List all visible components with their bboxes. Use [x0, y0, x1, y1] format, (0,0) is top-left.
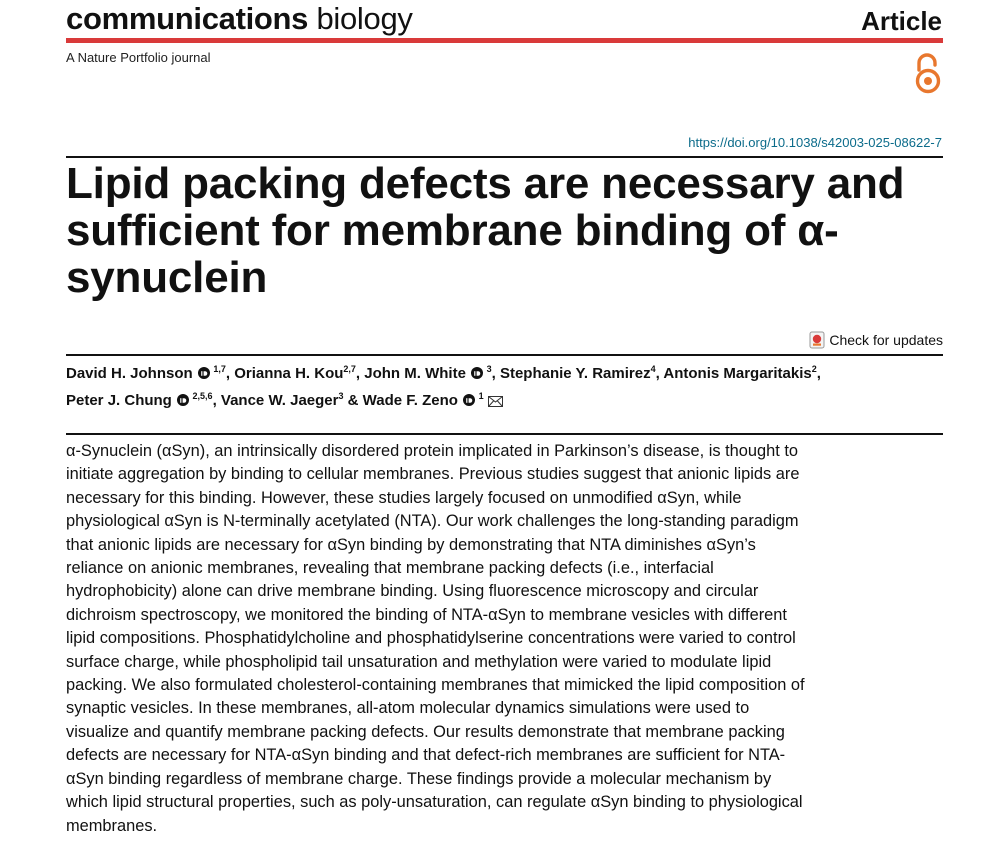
author-name[interactable]: John M. White: [364, 365, 466, 382]
open-access-icon[interactable]: [910, 50, 946, 94]
orcid-icon[interactable]: [463, 394, 475, 406]
author-affiliation: 1: [476, 391, 484, 401]
author-name[interactable]: Wade F. Zeno: [362, 392, 458, 409]
journal-name-bold: communications: [66, 1, 309, 36]
author-affiliation: 2: [811, 364, 817, 374]
check-for-updates-button[interactable]: [809, 331, 943, 349]
author-name[interactable]: Vance W. Jaeger: [220, 392, 339, 409]
author-name[interactable]: Orianna H. Kou: [234, 365, 344, 382]
journal-name[interactable]: [66, 2, 413, 36]
check-updates-label: Check for updates: [829, 332, 943, 348]
author-affiliation: 2,5,6: [190, 391, 213, 401]
author-list: David H. Johnson $^{1,7}$, Orianna H. Kou$^{2,7}$, John M. White $^3$, Stephanie Y. Ramirez$^4$, Antonis Margaritakis$^2$, Peter J. Chung $^{2,5,6}$, Vance W. Jaeger$^3$ & Wade F. Zeno $^1$: [66, 364, 821, 409]
author-affiliation: 2,7: [343, 364, 356, 374]
author-name[interactable]: David H. Johnson: [66, 365, 193, 382]
orcid-icon[interactable]: [471, 367, 483, 379]
author-affiliation: 1,7: [210, 364, 226, 374]
author-affiliation: 3: [338, 391, 344, 401]
portfolio-tagline: A Nature Portfolio journal: [66, 50, 211, 65]
abstract-top-rule: [66, 433, 943, 435]
author-name[interactable]: Peter J. Chung: [66, 392, 172, 409]
authors-top-rule: [66, 354, 943, 356]
orcid-icon[interactable]: [198, 367, 210, 379]
author-name[interactable]: Stephanie Y. Ramirez: [499, 365, 651, 382]
journal-name-light: biology: [316, 1, 413, 36]
check-updates-icon: [809, 331, 825, 349]
orcid-icon[interactable]: [177, 394, 189, 406]
mail-icon[interactable]: [488, 396, 503, 407]
doi-link[interactable]: https://doi.org/10.1038/s42003-025-08622-7: [688, 135, 942, 150]
author-affiliation: 3: [484, 364, 492, 374]
author-affiliation: 4: [650, 364, 656, 374]
author-name[interactable]: Antonis Margaritakis: [663, 365, 812, 382]
article-type-label: Article: [861, 6, 942, 36]
article-title: Lipid packing defects are necessary and sufficient for membrane binding of α-synuclein: [66, 159, 905, 302]
header-accent-line: [66, 38, 943, 43]
abstract-text: α-Synuclein (αSyn), an intrinsically disordered protein implicated in Parkinson’s disease, is thought to initiate aggregation by binding to cellular membranes. Previous studies suggest that anionic lipids are necessary for this binding. However, these studies largely focused on unmodified αSyn, while physiological αSyn is N-terminally acetylated (NTA). Our work challenges the long-standing paradigm that anionic lipids are necessary for αSyn binding by demonstrating that NTA diminishes αSyn’s reliance on anionic membranes, revealing that membrane packing defects (i.e., interfacial hydrophobicity) alone can drive membrane binding. Using fluorescence microscopy and circular dichroism spectroscopy, we monitored the binding of NTA-αSyn to membrane vesicles with different lipid compositions. Phosphatidylcholine and phosphatidylserine concentrations were varied to control surface charge, while phospholipid tail unsaturation and methylation were varied to modulate lipid packing. We also formulated cholesterol-containing membranes that mimicked the lipid composition of synaptic vesicles. In these membranes, all-atom molecular dynamics simulations were used to visualize and quantify membrane packing defects. Our results demonstrate that membrane packing defects are necessary for NTA-αSyn binding and that defect-rich membranes are sufficient for NTA-αSyn binding regardless of membrane charge. These findings provide a molecular mechanism by which lipid structural properties, such as poly-unsaturation, can regulate αSyn binding to physiological membranes.: [66, 442, 805, 835]
title-top-rule: [66, 156, 943, 158]
